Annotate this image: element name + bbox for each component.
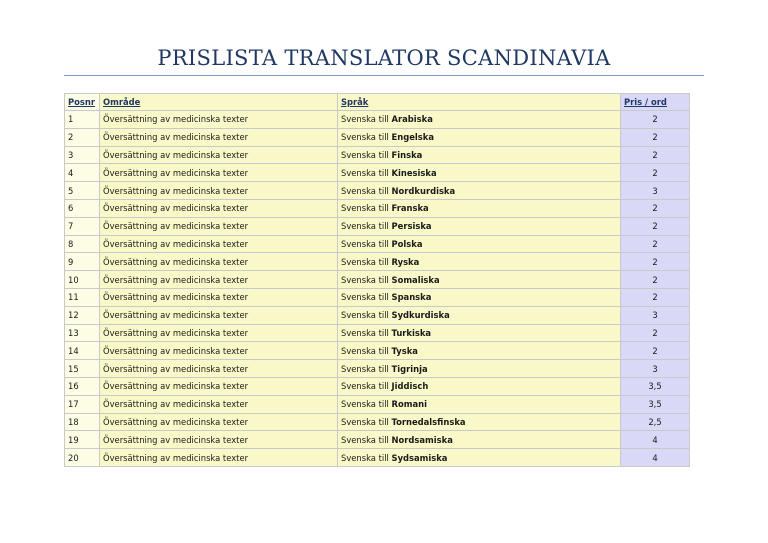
cell-price: 2: [621, 128, 690, 146]
cell-area: Översättning av medicinska texter: [100, 360, 338, 378]
cell-language: [338, 342, 621, 360]
language-prefix: Svenska till: [341, 221, 392, 232]
language-prefix: Svenska till: [341, 345, 392, 356]
language-prefix: Svenska till: [341, 185, 392, 196]
header-posnr: Posnr: [65, 94, 100, 111]
cell-area: Översättning av medicinska texter: [100, 111, 338, 129]
table-row: [65, 253, 690, 271]
cell-language: [338, 111, 621, 129]
language-name: Jiddisch: [391, 381, 429, 392]
language-prefix: Svenska till: [341, 327, 392, 338]
cell-language: [338, 413, 621, 431]
cell-price: 2: [621, 342, 690, 360]
cell-posnr: 12: [65, 306, 100, 324]
cell-price: 3,5: [621, 377, 690, 395]
table-row: [65, 413, 690, 431]
cell-area: Översättning av medicinska texter: [100, 128, 338, 146]
cell-area: Översättning av medicinska texter: [100, 377, 338, 395]
cell-posnr: 19: [65, 431, 100, 449]
table-body: [65, 111, 690, 467]
table-row: [65, 395, 690, 413]
cell-price: 2: [621, 199, 690, 217]
language-name: Tornedalsfinska: [391, 416, 466, 427]
cell-language: [338, 288, 621, 306]
language-name: Nordkurdiska: [391, 185, 456, 196]
language-prefix: Svenska till: [341, 167, 392, 178]
cell-price: 2: [621, 217, 690, 235]
language-name: Sydkurdiska: [391, 310, 450, 321]
cell-price: 2: [621, 164, 690, 182]
language-name: Persiska: [391, 221, 432, 232]
language-name: Arabiska: [391, 114, 433, 125]
cell-language: [338, 235, 621, 253]
language-prefix: Svenska till: [341, 399, 392, 410]
cell-area: Översättning av medicinska texter: [100, 199, 338, 217]
table-row: [65, 342, 690, 360]
table-row: [65, 306, 690, 324]
language-prefix: Svenska till: [341, 256, 392, 267]
cell-language: [338, 360, 621, 378]
cell-language: [338, 146, 621, 164]
language-prefix: Svenska till: [341, 203, 392, 214]
cell-area: Översättning av medicinska texter: [100, 146, 338, 164]
language-prefix: Svenska till: [341, 434, 392, 445]
cell-price: 3: [621, 360, 690, 378]
table-row: [65, 324, 690, 342]
cell-posnr: 6: [65, 199, 100, 217]
language-prefix: Svenska till: [341, 381, 392, 392]
language-name: Tigrinja: [391, 363, 428, 374]
cell-language: [338, 164, 621, 182]
cell-price: 4: [621, 431, 690, 449]
cell-posnr: 11: [65, 288, 100, 306]
cell-language: [338, 182, 621, 200]
cell-price: 2: [621, 271, 690, 289]
cell-language: [338, 306, 621, 324]
table-row: [65, 164, 690, 182]
header-area: Område: [100, 94, 338, 111]
cell-area: Översättning av medicinska texter: [100, 217, 338, 235]
cell-area: Översättning av medicinska texter: [100, 324, 338, 342]
cell-price: 2,5: [621, 413, 690, 431]
cell-price: 2: [621, 324, 690, 342]
cell-posnr: 4: [65, 164, 100, 182]
cell-area: Översättning av medicinska texter: [100, 164, 338, 182]
cell-posnr: 18: [65, 413, 100, 431]
cell-area: Översättning av medicinska texter: [100, 253, 338, 271]
table-row: [65, 288, 690, 306]
cell-language: [338, 271, 621, 289]
cell-posnr: 8: [65, 235, 100, 253]
header-price: Pris / ord: [621, 94, 690, 111]
cell-language: [338, 395, 621, 413]
cell-price: 2: [621, 253, 690, 271]
language-prefix: Svenska till: [341, 149, 392, 160]
cell-language: [338, 324, 621, 342]
cell-posnr: 17: [65, 395, 100, 413]
table-row: [65, 128, 690, 146]
cell-area: Översättning av medicinska texter: [100, 413, 338, 431]
cell-language: [338, 199, 621, 217]
cell-posnr: 7: [65, 217, 100, 235]
language-name: Kinesiska: [391, 167, 437, 178]
cell-language: [338, 377, 621, 395]
cell-price: 2: [621, 235, 690, 253]
cell-language: [338, 431, 621, 449]
cell-posnr: 16: [65, 377, 100, 395]
cell-language: [338, 449, 621, 467]
cell-posnr: 20: [65, 449, 100, 467]
table-row: [65, 431, 690, 449]
cell-posnr: 3: [65, 146, 100, 164]
language-name: Nordsamiska: [391, 434, 453, 445]
table-row: [65, 235, 690, 253]
table-header-row: [65, 94, 690, 111]
cell-area: Översättning av medicinska texter: [100, 449, 338, 467]
cell-posnr: 15: [65, 360, 100, 378]
cell-price: 2: [621, 288, 690, 306]
cell-area: Översättning av medicinska texter: [100, 306, 338, 324]
language-name: Romani: [391, 399, 427, 410]
cell-area: Översättning av medicinska texter: [100, 431, 338, 449]
cell-posnr: 2: [65, 128, 100, 146]
language-prefix: Svenska till: [341, 292, 392, 303]
language-prefix: Svenska till: [341, 363, 392, 374]
cell-posnr: 5: [65, 182, 100, 200]
table-row: [65, 199, 690, 217]
cell-price: 3: [621, 182, 690, 200]
cell-area: Översättning av medicinska texter: [100, 342, 338, 360]
language-prefix: Svenska till: [341, 114, 392, 125]
language-prefix: Svenska till: [341, 132, 392, 143]
language-prefix: Svenska till: [341, 452, 392, 463]
cell-posnr: 14: [65, 342, 100, 360]
table-row: [65, 217, 690, 235]
cell-area: Översättning av medicinska texter: [100, 235, 338, 253]
cell-language: [338, 253, 621, 271]
table-row: [65, 449, 690, 467]
table-row: [65, 111, 690, 129]
table-row: [65, 182, 690, 200]
language-prefix: Svenska till: [341, 238, 392, 249]
language-name: Turkiska: [391, 327, 432, 338]
cell-language: [338, 217, 621, 235]
language-name: Ryska: [391, 256, 420, 267]
cell-posnr: 1: [65, 111, 100, 129]
table-row: [65, 360, 690, 378]
cell-area: Översättning av medicinska texter: [100, 395, 338, 413]
cell-price: 3: [621, 306, 690, 324]
language-prefix: Svenska till: [341, 310, 392, 321]
table-row: [65, 271, 690, 289]
table-row: [65, 377, 690, 395]
page-title: PRISLISTA TRANSLATOR SCANDINAVIA: [157, 46, 611, 70]
cell-language: [338, 128, 621, 146]
cell-area: Översättning av medicinska texter: [100, 288, 338, 306]
language-name: Finska: [391, 149, 423, 160]
language-name: Engelska: [391, 132, 434, 143]
language-name: Polska: [391, 238, 423, 249]
language-name: Somaliska: [391, 274, 440, 285]
cell-area: Översättning av medicinska texter: [100, 271, 338, 289]
cell-price: 4: [621, 449, 690, 467]
table-row: [65, 146, 690, 164]
language-name: Franska: [391, 203, 429, 214]
language-name: Spanska: [391, 292, 432, 303]
cell-price: 2: [621, 111, 690, 129]
cell-area: Översättning av medicinska texter: [100, 182, 338, 200]
language-name: Tyska: [391, 345, 418, 356]
title-divider: [64, 75, 704, 76]
language-prefix: Svenska till: [341, 274, 392, 285]
cell-price: 3,5: [621, 395, 690, 413]
cell-posnr: 10: [65, 271, 100, 289]
cell-posnr: 9: [65, 253, 100, 271]
price-table: [64, 93, 690, 467]
cell-price: 2: [621, 146, 690, 164]
cell-posnr: 13: [65, 324, 100, 342]
language-prefix: Svenska till: [341, 416, 392, 427]
language-name: Sydsamiska: [391, 452, 448, 463]
header-language: Språk: [338, 94, 621, 111]
